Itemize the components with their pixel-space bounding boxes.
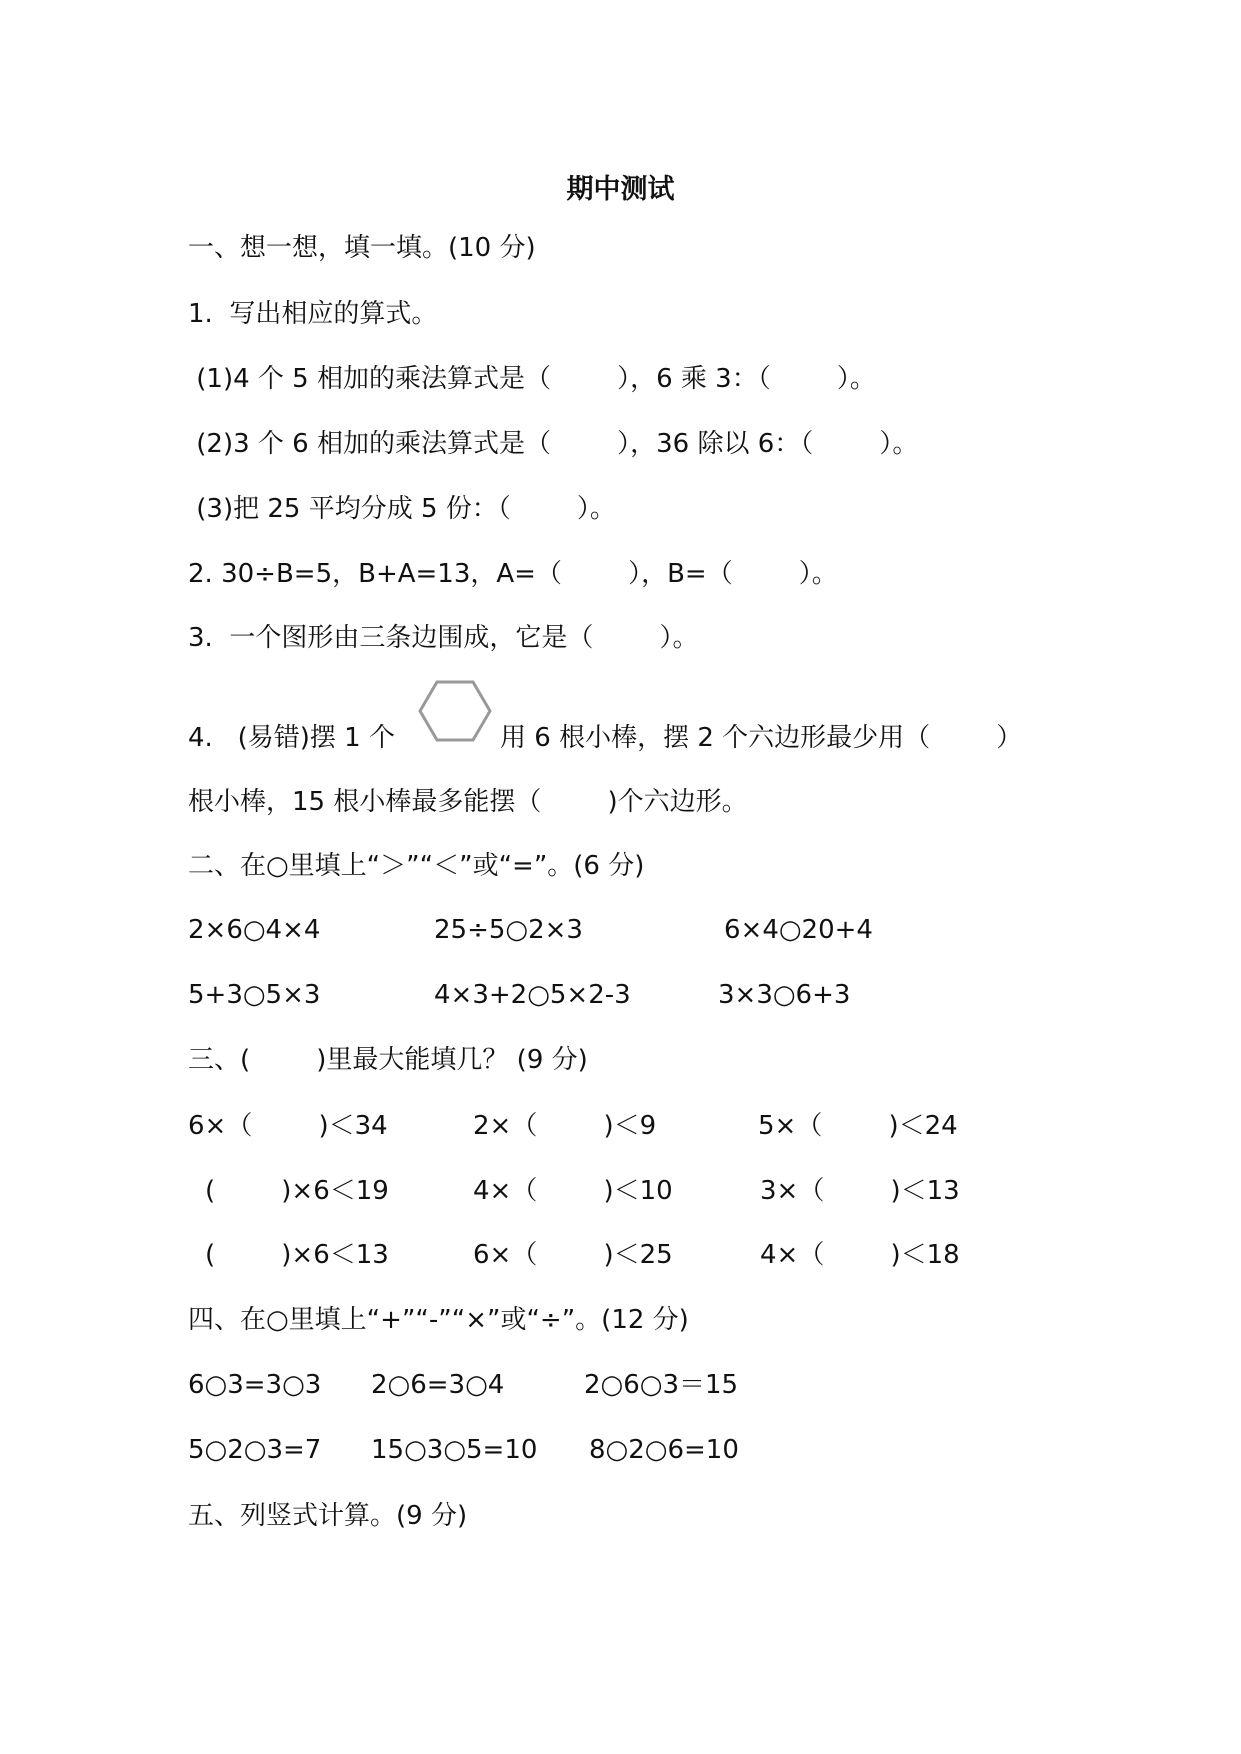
max-fill-item: 3×（ )＜13 <box>760 1176 960 1206</box>
page-title: 期中测试 <box>566 174 675 205</box>
question-2: 2. 30÷B=5，B+A=13，A=（ ），B=（ ）。 <box>188 559 838 589</box>
operator-item: 6○3=3○3 <box>188 1370 322 1400</box>
hexagon-figure <box>417 679 493 743</box>
operator-item: 2○6=3○4 <box>371 1370 505 1400</box>
max-fill-item: ( )×6＜19 <box>205 1176 389 1206</box>
max-fill-item: 4×（ )＜10 <box>473 1176 673 1206</box>
operator-item: 2○6○3＝15 <box>584 1370 739 1400</box>
question-4-part-b: 用 6 根小棒，摆 2 个六边形最少用（ ） <box>500 723 1023 753</box>
operator-item: 5○2○3=7 <box>188 1435 322 1465</box>
compare-item: 3×3○6+3 <box>718 980 851 1010</box>
question-4-part-a: 4. (易错)摆 1 个 <box>188 723 395 753</box>
operator-item: 8○2○6=10 <box>589 1435 739 1465</box>
max-fill-item: 6×（ )＜25 <box>473 1240 673 1270</box>
compare-item: 6×4○20+4 <box>724 915 873 945</box>
operator-item: 15○3○5=10 <box>371 1435 538 1465</box>
question-1-2: (2)3 个 6 相加的乘法算式是（ ），36 除以 6：（ ）。 <box>188 429 919 459</box>
max-fill-item: 4×（ )＜18 <box>760 1240 960 1270</box>
question-1: 1. 写出相应的算式。 <box>188 299 438 329</box>
max-fill-item: 5×（ )＜24 <box>758 1111 958 1141</box>
max-fill-item: ( )×6＜13 <box>205 1240 389 1270</box>
question-1-3: (3)把 25 平均分成 5 份：（ ）。 <box>188 494 616 524</box>
max-fill-item: 6×（ )＜34 <box>188 1111 388 1141</box>
question-3: 3. 一个图形由三条边围成，它是（ ）。 <box>188 623 699 653</box>
compare-item: 2×6○4×4 <box>188 915 321 945</box>
section-3-heading: 三、( )里最大能填几？ (9 分) <box>188 1045 588 1075</box>
compare-item: 25÷5○2×3 <box>434 915 583 945</box>
section-1-heading: 一、想一想，填一填。(10 分) <box>188 233 536 263</box>
question-4-part-c: 根小棒，15 根小棒最多能摆（ )个六边形。 <box>188 787 748 817</box>
question-1-1: (1)4 个 5 相加的乘法算式是（ ），6 乘 3：（ ）。 <box>188 364 876 394</box>
compare-item: 4×3+2○5×2-3 <box>434 980 631 1010</box>
max-fill-item: 2×（ )＜9 <box>473 1111 657 1141</box>
section-2-heading: 二、在○里填上“＞”“＜”或“=”。(6 分) <box>188 851 645 881</box>
section-4-heading: 四、在○里填上“+”“-”“×”或“÷”。(12 分) <box>188 1305 689 1335</box>
compare-item: 5+3○5×3 <box>188 980 321 1010</box>
section-5-heading: 五、列竖式计算。(9 分) <box>188 1501 468 1531</box>
